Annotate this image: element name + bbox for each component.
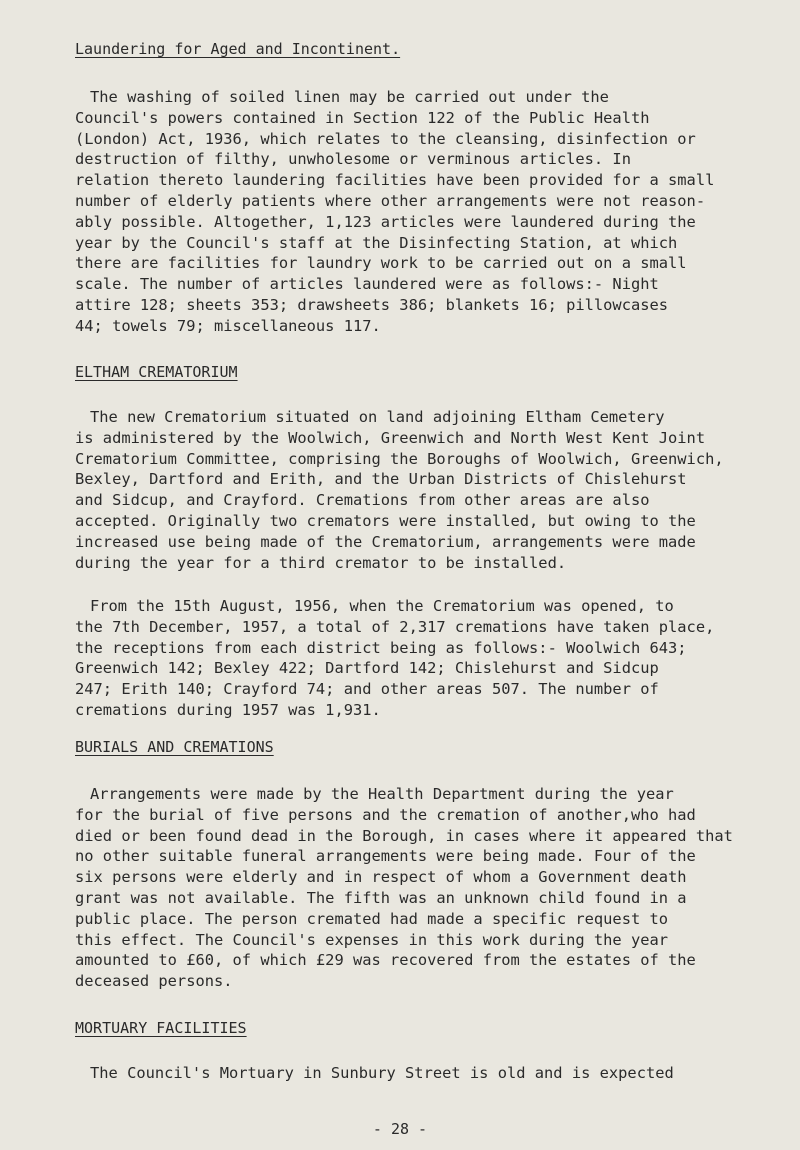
text-line: Crematorium Committee, comprising the Boroughs of Woolwich, Greenwich, (75, 449, 724, 468)
text-line: scale. The number of articles laundered were as follows:- Night (75, 275, 659, 294)
paragraph-crematorium-receptions (75, 596, 795, 721)
text-line: and Sidcup, and Crayford. Cremations from other areas are also (75, 491, 650, 510)
text-line: The new Crematorium situated on land adjoining Eltham Cemetery (90, 408, 665, 426)
text-line: attire 128; sheets 353; drawsheets 386; blankets 16; pillowcases (75, 295, 669, 314)
text-line: increased use being made of the Crematorium, arrangements were made (75, 532, 696, 551)
text-line: The Council's Mortuary in Sunbury Street is old and is expected (90, 1064, 674, 1082)
text-line: this effect. The Council's expenses in this work during the year (75, 930, 669, 949)
text-line: accepted. Originally two cremators were installed, but owing to the (75, 511, 696, 530)
text-line: no other suitable funeral arrangements were being made. Four of the (75, 847, 696, 866)
section-heading-laundering: Laundering for Aged and Incontinent. (75, 40, 401, 58)
text-line: cremations during 1957 was 1,931. (75, 700, 381, 719)
text-line: number of elderly patients where other arrangements were not reason- (75, 191, 706, 210)
text-line: the 7th December, 1957, a total of 2,317 cremations have taken place, (75, 617, 715, 636)
text-line: 44; towels 79; miscellaneous 117. (75, 316, 381, 335)
text-line: six persons were elderly and in respect of whom a Government death (75, 868, 687, 887)
text-line: destruction of filthy, unwholesome or verminous articles. In (75, 150, 631, 169)
text-line: is administered by the Woolwich, Greenwich and North West Kent Joint (75, 428, 706, 447)
text-line: Greenwich 142; Bexley 422; Dartford 142; Chislehurst and Sidcup (75, 659, 659, 678)
text-line: there are facilities for laundry work to be carried out on a small (75, 254, 687, 273)
section-heading-eltham-crematorium: ELTHAM CREMATORIUM (75, 363, 238, 381)
paragraph-burials (75, 784, 795, 992)
text-line: (London) Act, 1936, which relates to the cleansing, disinfection or (75, 129, 696, 148)
text-line: public place. The person cremated had made a specific request to (75, 909, 669, 928)
page-number: - 28 - (372, 1120, 428, 1138)
text-line: during the year for a third cremator to be installed. (75, 553, 567, 572)
section-heading-burials-cremations: BURIALS AND CREMATIONS (75, 738, 274, 756)
paragraph-mortuary (75, 1063, 795, 1084)
paragraph-crematorium-intro (75, 407, 795, 573)
text-line: grant was not available. The fifth was an unknown child found in a (75, 888, 687, 907)
text-line: for the burial of five persons and the cremation of another,who had (75, 805, 696, 824)
text-line: ably possible. Altogether, 1,123 articles were laundered during the (75, 212, 696, 231)
paragraph-laundering (75, 87, 795, 337)
section-heading-mortuary: MORTUARY FACILITIES (75, 1019, 247, 1037)
text-line: died or been found dead in the Borough, in cases where it appeared that (75, 826, 733, 845)
text-line: Bexley, Dartford and Erith, and the Urban Districts of Chislehurst (75, 470, 687, 489)
text-line: Council's powers contained in Section 122 of the Public Health (75, 108, 650, 127)
text-line: Arrangements were made by the Health Department during the year (90, 785, 674, 803)
text-line: The washing of soiled linen may be carried out under the (90, 88, 609, 106)
text-line: the receptions from each district being as follows:- Woolwich 643; (75, 638, 687, 657)
text-line: relation thereto laundering facilities have been provided for a small (75, 171, 715, 190)
text-line: year by the Council's staff at the Disinfecting Station, at which (75, 233, 678, 252)
text-line: 247; Erith 140; Crayford 74; and other areas 507. The number of (75, 680, 659, 699)
text-line: amounted to £60, of which £29 was recovered from the estates of the (75, 951, 696, 970)
text-line: From the 15th August, 1956, when the Crematorium was opened, to (90, 597, 674, 615)
text-line: deceased persons. (75, 972, 233, 991)
